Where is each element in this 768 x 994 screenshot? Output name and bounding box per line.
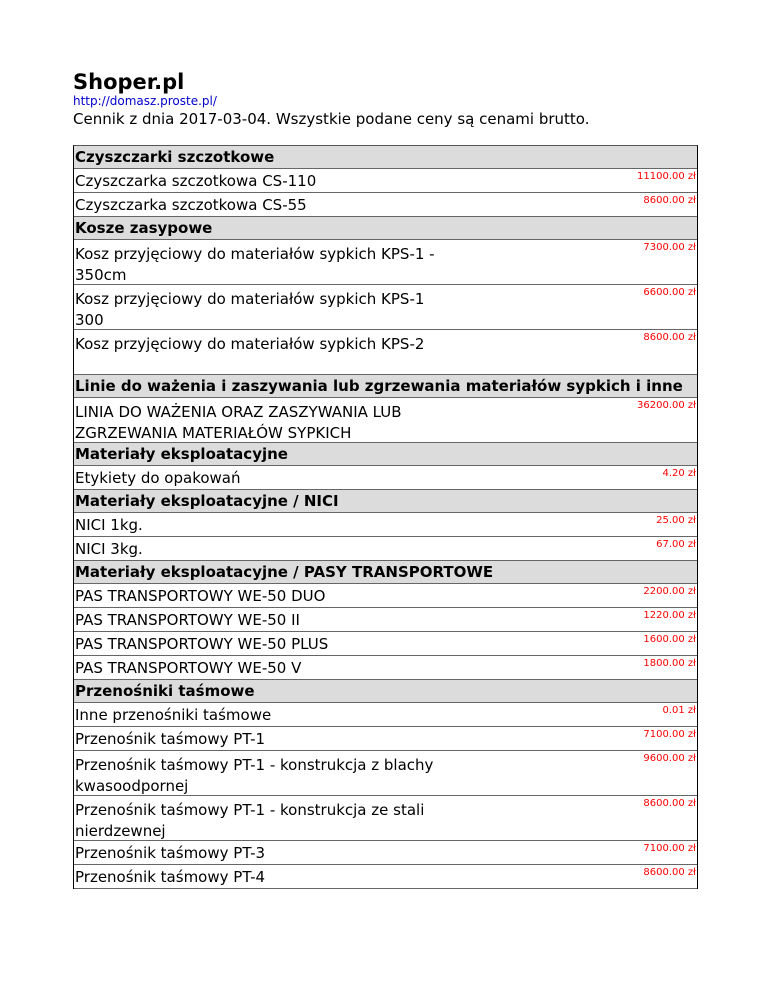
- product-row: [74, 865, 697, 889]
- product-name: LINIA DO WAŻENIA ORAZ ZASZYWANIA LUB ZGRZEWANIA MATERIAŁÓW SYPKICH: [75, 403, 402, 442]
- page-title: Shoper.pl: [73, 70, 185, 94]
- product-price: 7100.00 zł: [643, 843, 696, 854]
- product-name: Kosz przyjęciowy do materiałów sypkich KPS-1 - 350cm: [75, 245, 435, 284]
- product-price: 8600.00 zł: [643, 332, 696, 343]
- product-row: [74, 169, 697, 193]
- category-header: Materiały eksploatacyjne: [74, 443, 697, 466]
- site-url-link[interactable]: http://domasz.proste.pl/: [73, 94, 217, 108]
- product-row: [74, 608, 697, 632]
- product-row: [74, 584, 697, 608]
- category-header: Kosze zasypowe: [74, 217, 697, 240]
- product-name: Inne przenośniki taśmowe: [75, 706, 272, 724]
- product-price: 9600.00 zł: [643, 753, 696, 764]
- page-header: [73, 70, 589, 129]
- product-price: 8600.00 zł: [643, 195, 696, 206]
- product-row: [74, 727, 697, 751]
- product-name: Przenośnik taśmowy PT-1 - konstrukcja ze stali nierdzewnej: [75, 801, 425, 840]
- product-price: 8600.00 zł: [643, 867, 696, 878]
- product-row: [74, 285, 697, 330]
- category-header: Linie do ważenia i zaszywania lub zgrzewania materiałów sypkich i inne: [74, 375, 697, 398]
- product-row: [74, 398, 697, 443]
- product-name: PAS TRANSPORTOWY WE-50 DUO: [75, 587, 326, 605]
- product-name: PAS TRANSPORTOWY WE-50 V: [75, 659, 302, 677]
- product-row: [74, 796, 697, 841]
- product-price: 7100.00 zł: [643, 729, 696, 740]
- product-price: 67.00 zł: [656, 539, 696, 550]
- product-price: 7300.00 zł: [643, 242, 696, 253]
- product-price: 11100.00 zł: [637, 171, 696, 182]
- product-name: Przenośnik taśmowy PT-1: [75, 730, 266, 748]
- product-name: Czyszczarka szczotkowa CS-110: [75, 172, 317, 190]
- product-price: 1800.00 zł: [643, 658, 696, 669]
- product-row: [74, 656, 697, 680]
- price-list-date: Cennik z dnia 2017-03-04. Wszystkie podane ceny są cenami brutto.: [73, 110, 590, 128]
- product-name: Etykiety do opakowań: [75, 469, 241, 487]
- product-row: [74, 466, 697, 490]
- product-name: PAS TRANSPORTOWY WE-50 II: [75, 611, 300, 629]
- category-header: Materiały eksploatacyjne / PASY TRANSPORTOWE: [74, 561, 697, 584]
- product-price: 25.00 zł: [656, 515, 696, 526]
- product-name: Przenośnik taśmowy PT-3: [75, 844, 266, 862]
- product-price: 36200.00 zł: [637, 400, 696, 411]
- product-row: [74, 703, 697, 727]
- product-name: Czyszczarka szczotkowa CS-55: [75, 196, 307, 214]
- product-name: Kosz przyjęciowy do materiałów sypkich KPS-2: [75, 335, 425, 353]
- product-name: Kosz przyjęciowy do materiałów sypkich KPS-1 300: [75, 290, 425, 329]
- product-price: 0.01 zł: [662, 705, 696, 716]
- product-row: [74, 513, 697, 537]
- category-header: Czyszczarki szczotkowe: [74, 146, 697, 169]
- category-header: Przenośniki taśmowe: [74, 680, 697, 703]
- product-price: 1220.00 zł: [643, 610, 696, 621]
- product-price: 4.20 zł: [662, 468, 696, 479]
- product-name: PAS TRANSPORTOWY WE-50 PLUS: [75, 635, 329, 653]
- product-price: 6600.00 zł: [643, 287, 696, 298]
- product-name: NICI 1kg.: [75, 516, 143, 534]
- product-name: Przenośnik taśmowy PT-4: [75, 868, 266, 886]
- product-name: NICI 3kg.: [75, 540, 143, 558]
- product-row: [74, 537, 697, 561]
- price-table: [73, 145, 698, 889]
- product-price: 8600.00 zł: [643, 798, 696, 809]
- product-row: [74, 240, 697, 285]
- category-header: Materiały eksploatacyjne / NICI: [74, 490, 697, 513]
- product-row: [74, 841, 697, 865]
- product-price: 2200.00 zł: [643, 586, 696, 597]
- product-row: [74, 193, 697, 217]
- product-row: [74, 330, 697, 375]
- product-row: [74, 751, 697, 796]
- product-name: Przenośnik taśmowy PT-1 - konstrukcja z blachy kwasoodpornej: [75, 756, 434, 795]
- product-row: [74, 632, 697, 656]
- product-price: 1600.00 zł: [643, 634, 696, 645]
